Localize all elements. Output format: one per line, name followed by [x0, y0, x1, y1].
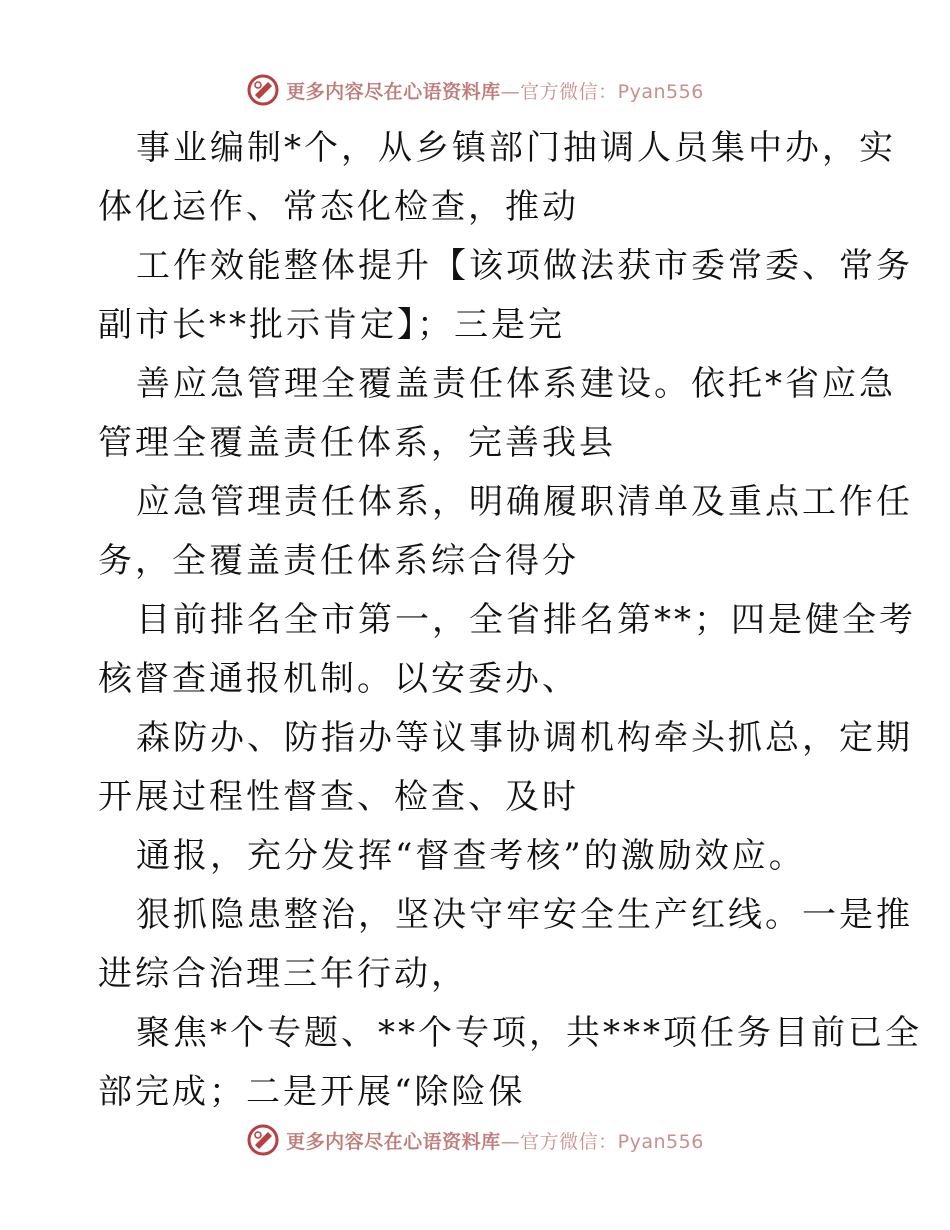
paragraph — [98, 237, 913, 355]
paragraph — [98, 591, 916, 709]
header-brand: 更多内容尽在心语资料库 — [286, 80, 501, 103]
paragraph — [98, 473, 913, 591]
brand-logo-icon — [246, 1123, 280, 1157]
paragraph-line: 森防办、防指办等议事协调机构牵头抓总，定期 — [136, 718, 913, 758]
footer-banner — [0, 1120, 950, 1160]
paragraph-line: 工作效能整体提升【该项做法获市委常委、常务 — [136, 246, 913, 286]
paragraph — [98, 119, 896, 237]
paragraph-line: 狠抓隐患整治，坚决守牢安全生产红线。一是推 — [136, 895, 913, 935]
paragraph-line: 目前排名全市第一，全省排名第**；四是健全考 — [136, 600, 916, 640]
paragraph-line: 副市长**批示肯定】；三是完 — [98, 305, 565, 345]
paragraph-line: 通报，充分发挥“督查考核”的激励效应。 — [136, 836, 806, 876]
paragraph — [98, 827, 858, 886]
paragraph — [98, 886, 913, 1004]
paragraph-line: 务，全覆盖责任体系综合得分 — [98, 541, 579, 581]
paragraph-line: 部完成；二是开展“除险保 — [98, 1072, 526, 1112]
brand-logo-icon — [246, 73, 280, 107]
header-wechat: —官方微信：Pyan556 — [500, 80, 704, 103]
paragraph-line: 应急管理责任体系，明确履职清单及重点工作任 — [136, 482, 913, 522]
paragraph-line: 管理全覆盖责任体系，完善我县 — [98, 423, 616, 463]
header-text — [286, 77, 704, 104]
paragraph — [98, 1004, 922, 1122]
paragraph — [98, 355, 896, 473]
paragraph-line: 事业编制*个，从乡镇部门抽调人员集中办，实 — [136, 128, 896, 168]
paragraph-line: 开展过程性督查、检查、及时 — [98, 777, 579, 817]
footer-brand: 更多内容尽在心语资料库 — [286, 1130, 501, 1153]
footer-wechat: —官方微信：Pyan556 — [500, 1130, 704, 1153]
paragraph-line: 进综合治理三年行动， — [98, 954, 468, 994]
paragraph-line: 核督查通报机制。以安委办、 — [98, 659, 579, 699]
document-body — [98, 119, 922, 1122]
paragraph — [98, 709, 913, 827]
paragraph-line: 善应急管理全覆盖责任体系建设。依托*省应急 — [136, 364, 896, 404]
paragraph-line: 体化运作、常态化检查，推动 — [98, 187, 579, 227]
footer-text — [286, 1127, 704, 1154]
header-banner — [0, 70, 950, 110]
paragraph-line: 聚焦*个专题、**个专项，共***项任务目前已全 — [136, 1013, 922, 1053]
